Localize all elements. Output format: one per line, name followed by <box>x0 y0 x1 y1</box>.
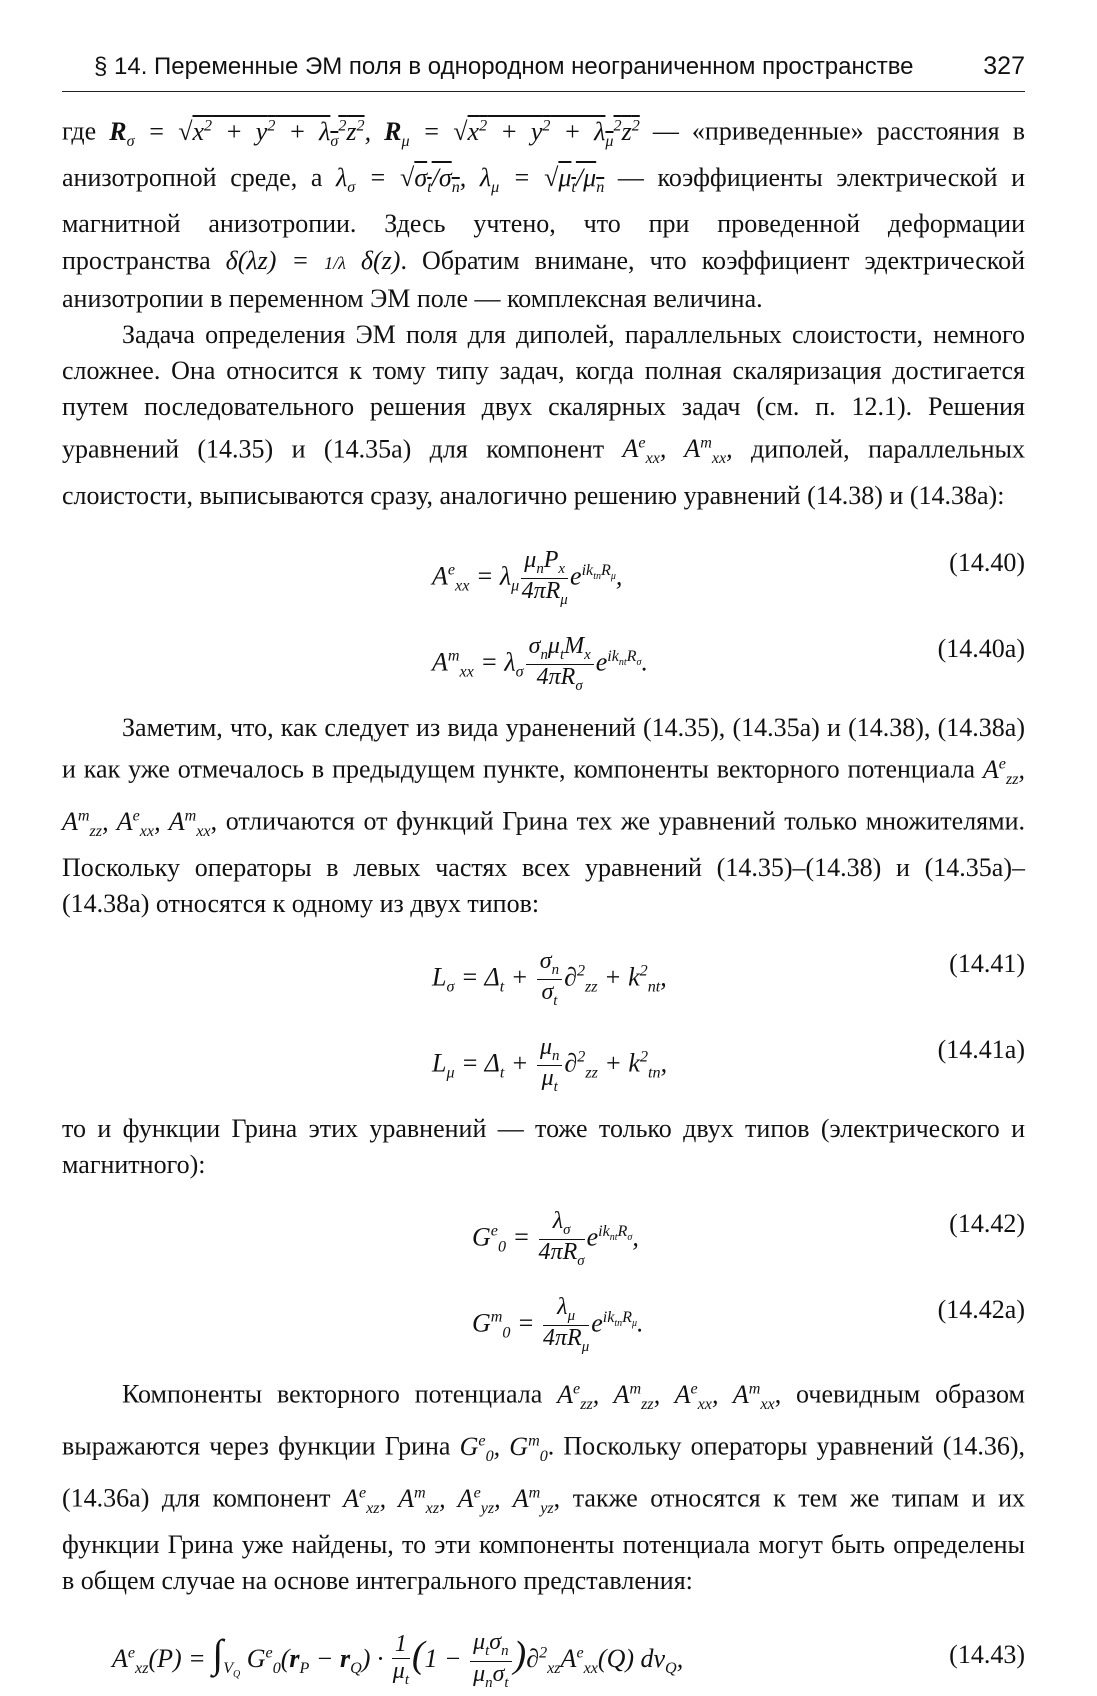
para5-text3: . Поскольку операторы уравнений (14.36), (14.36а) для компонент <box>62 1431 1026 1513</box>
para1-text2: — коэффициенты электрической и магнитной анизотропии. Здесь учтено, что при проведенной деформации пространства <box>62 163 1026 275</box>
equation-number: (14.43) <box>949 1639 1025 1669</box>
para5-text: Компоненты векторного потенциала <box>122 1379 543 1409</box>
paragraph-5 <box>62 1371 1025 1600</box>
running-header <box>62 52 1025 92</box>
equation-number: (14.40а) <box>937 633 1025 663</box>
equation-number: (14.40) <box>949 547 1025 577</box>
equation-body: $L_\mu = \Delta_t$ + $\frac{\mu_n}{\mu_t}$ $\partial^2_{zz} + k^2_{tn}$, <box>432 1033 668 1095</box>
para5-text4: , также относятся к тем же типам и их функции Грина уже найдены, то эти компоненты потенциала могут быть определены в общем случае на основе интегрального представления: <box>62 1483 1025 1596</box>
page-number: 327 <box>983 52 1025 80</box>
paragraph-2 <box>62 317 1025 514</box>
equation-body: $A^e_{xz}(P) = \int_{V_Q}$ $G^e_0(r_P - r_Q)$ · $\frac{1}{\mu_t}$ (1 − $\frac{\mu_t\sigma_n}{\mu_n\sigma_t}$ )$\partial^2_{xz}A^e_{xx}(Q)$ $dv_Q$, <box>112 1629 684 1691</box>
formula-green: $G^e_0$, $G^m_0$ <box>459 1431 548 1465</box>
formula-delta: δ(λz) = 1/λ δ(z) <box>225 245 401 275</box>
equation-14-42 <box>62 1183 1025 1269</box>
formula-components-1: $A^e_{xx}$, $A^m_{xx}$, <box>622 434 733 468</box>
para1-text: — «приведенные» расстояния в анизотропной среде, а <box>62 116 1025 193</box>
equation-number: (14.41а) <box>937 1034 1025 1064</box>
para2-text: Задача определения ЭМ поля для диполей, параллельных слоистости, немного сложнее. Она относится к тому типу задач, когда полная скаляризация достигается путем последовательного решения двух скалярных задач (см. п. 12.1). Решения уравнений (14.35) и (14.35а) для компонент <box>62 320 1025 464</box>
para2-text2: диполей, параллельных слоистости, выписываются сразу, аналогично решению уравнений (14.38) и (14.38а): <box>62 434 1025 510</box>
formula-r-sigma: $R_\sigma = √x^2 + y^2 + \lambda_\sigma^2z^2$, $R_\mu = √x^2 + y^2 + \lambda_\mu^2z^2$ <box>109 116 640 150</box>
equation-14-43 <box>62 1600 1025 1696</box>
formula-lambda: $\lambda_\sigma = √\sigma_t/\sigma_n$, $\lambda_\mu = √\mu_t/\mu_n$ <box>336 163 605 197</box>
formula-components-4: $A^e_{xz}$, $A^m_{xz}$, $A^e_{yz}$, $A^m_{yz}$ <box>343 1483 554 1517</box>
equation-14-41 <box>62 923 1025 1009</box>
para1-text3: . Обратим внимане, что коэффициент эдектрической анизотропии в переменном ЭМ поле — комплексная величина. <box>62 245 1025 313</box>
equation-14-40 <box>62 522 1025 608</box>
page <box>62 52 1025 1696</box>
para5-text2: , очевидным образом выражаются через функции Грина <box>62 1379 1025 1461</box>
equation-14-42a <box>62 1269 1025 1355</box>
para4-text: то и функции Грина этих уравнений — тоже только двух типов (электрического и магнитного): <box>62 1113 1025 1179</box>
equation-body: $L_\sigma = \Delta_t$ + $\frac{\sigma_n}{\sigma_t}$ $\partial^2_{zz} + k^2_{nt}$, <box>432 947 667 1009</box>
para3-text2: , отличаются от функций Грина тех же уравнений только множителями. Поскольку операторы в левых частях всех уравнений (14.35)–(14.38) и (14.35а)–(14.38а) относятся к одному из двух типов: <box>62 806 1025 919</box>
paragraph-1 <box>62 108 1025 317</box>
equation-number: (14.41) <box>949 948 1025 978</box>
equation-number: (14.42а) <box>937 1295 1025 1325</box>
formula-components-3: $A^e_{zz}$, $A^m_{zz}$, $A^e_{xx}$, $A^m_{xx}$ <box>557 1379 775 1413</box>
para1-lead: где <box>62 116 97 146</box>
formula-components-2: $A^e_{zz}$, $A^m_{zz}$, $A^e_{xx}$, $A^m_{xx}$ <box>62 754 1025 840</box>
equation-body: $G^e_0$ = $\frac{\lambda_\sigma}{4\pi R_\sigma}$ $e^{ik_{nt}R_\sigma}$, <box>472 1208 639 1270</box>
equation-number: (14.42) <box>949 1209 1025 1239</box>
equation-body: $G^m_0$ = $\frac{\lambda_\mu}{4\pi R_\mu}$ $e^{ik_{tn}R_\mu}$. <box>472 1294 644 1356</box>
paragraph-3 <box>62 710 1025 923</box>
section-title: § 14. Переменные ЭМ поля в однородном неограниченном пространстве <box>94 53 914 80</box>
equation-body: $A^m_{xx} = \lambda_\sigma$ $\frac{\sigma_n\mu_tM_x}{4\pi R_\sigma}$ $e^{ik_{nt}R_\sigma}$. <box>432 632 648 695</box>
equation-14-41a <box>62 1009 1025 1095</box>
para3-text: Заметим, что, как следует из вида ураненений (14.35), (14.35а) и (14.38), (14.38а) и как уже отмечалось в предыдущем пункте, компоненты векторного потенциала <box>62 712 1025 784</box>
equation-body: $A^e_{xx} = \lambda_\mu$ $\frac{\mu_nP_x}{4\pi R_\mu}$ $e^{ik_{tn}R_\mu}$, <box>432 546 623 609</box>
paragraph-4 <box>62 1111 1025 1183</box>
equation-14-40a <box>62 608 1025 694</box>
